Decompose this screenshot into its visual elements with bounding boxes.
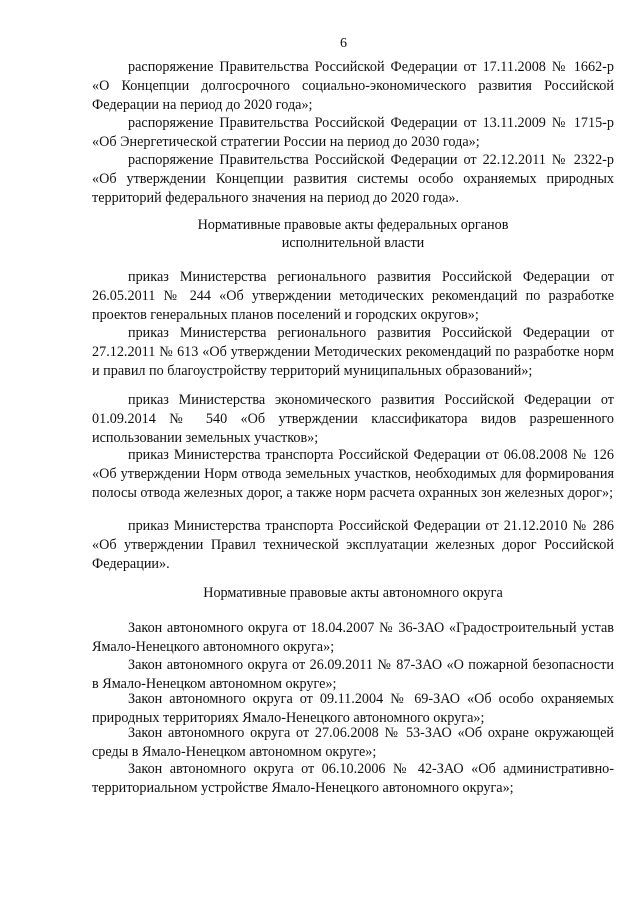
paragraph-law-36-zao: Закон автономного округа от 18.04.2007 № 36-ЗАО «Градостроительный устав Ямало-Ненецкого автономного округа»; <box>92 620 614 655</box>
page-number: 6 <box>340 36 347 51</box>
paragraph-law-42-zao: Закон автономного округа от 06.10.2006 № 42-ЗАО «Об административно-территориальном устройстве Ямало-Ненецкого автономного округа»; <box>92 761 614 796</box>
paragraph-minregion-order-244: приказ Министерства регионального развития Российской Федерации от 26.05.2011 № 244 «Об утверждении методических рекомендаций по разработке проектов генеральных планов поселений и городских округов»; <box>92 269 614 323</box>
heading-federal-acts <box>92 216 614 252</box>
paragraph-law-53-zao: Закон автономного округа от 27.06.2008 № 53-ЗАО «Об охране окружающей среды в Ямало-Ненецком автономном округе»; <box>92 725 614 760</box>
paragraph-mintrans-order-286: приказ Министерства транспорта Российской Федерации от 21.12.2010 № 286 «Об утверждении Правил технической эксплуатации железных дорог Российской Федерации». <box>92 518 614 572</box>
heading-federal-acts-line2: исполнительной власти <box>281 235 425 251</box>
paragraph-government-order-2322: распоряжение Правительства Российской Федерации от 22.12.2011 № 2322-р «Об утверждении Концепции развития системы особо охраняемых природных территорий федерального значения на период до 2020 года». <box>92 152 614 206</box>
paragraph-law-87-zao: Закон автономного округа от 26.09.2011 № 87-ЗАО «О пожарной безопасности в Ямало-Ненецком автономном округе»; <box>92 657 614 692</box>
heading-federal-acts-line1: Нормативные правовые акты федеральных органов <box>197 217 509 233</box>
paragraph-mineconomy-order-540: приказ Министерства экономического развития Российской Федерации от 01.09.2014 № 540 «Об утверждении классификатора видов разрешенного использовании земельных участков»; <box>92 392 614 446</box>
paragraph-government-order-1662: распоряжение Правительства Российской Федерации от 17.11.2008 № 1662-р «О Концепции долгосрочного социально-экономического развития Российской Федерации на период до 2020 года»; <box>92 59 614 113</box>
heading-regional-acts: Нормативные правовые акты автономного округа <box>203 585 503 601</box>
paragraph-government-order-1715: распоряжение Правительства Российской Федерации от 13.11.2009 № 1715-р «Об Энергетической стратегии России на период до 2030 года»; <box>92 115 614 150</box>
paragraph-minregion-order-613: приказ Министерства регионального развития Российской Федерации от 27.12.2011 № 613 «Об утверждении Методических рекомендаций по разработке норм и правил по благоустройству территорий муниципальных образований»; <box>92 325 614 379</box>
paragraph-mintrans-order-126: приказ Министерства транспорта Российской Федерации от 06.08.2008 № 126 «Об утверждении Норм отвода земельных участков, необходимых для формирования полосы отвода железных дорог, а также норм расчета охранных зон железных дорог»; <box>92 447 614 501</box>
paragraph-law-69-zao: Закон автономного округа от 09.11.2004 № 69-ЗАО «Об особо охраняемых природных территориях Ямало-Ненецкого автономного округа»; <box>92 691 614 726</box>
